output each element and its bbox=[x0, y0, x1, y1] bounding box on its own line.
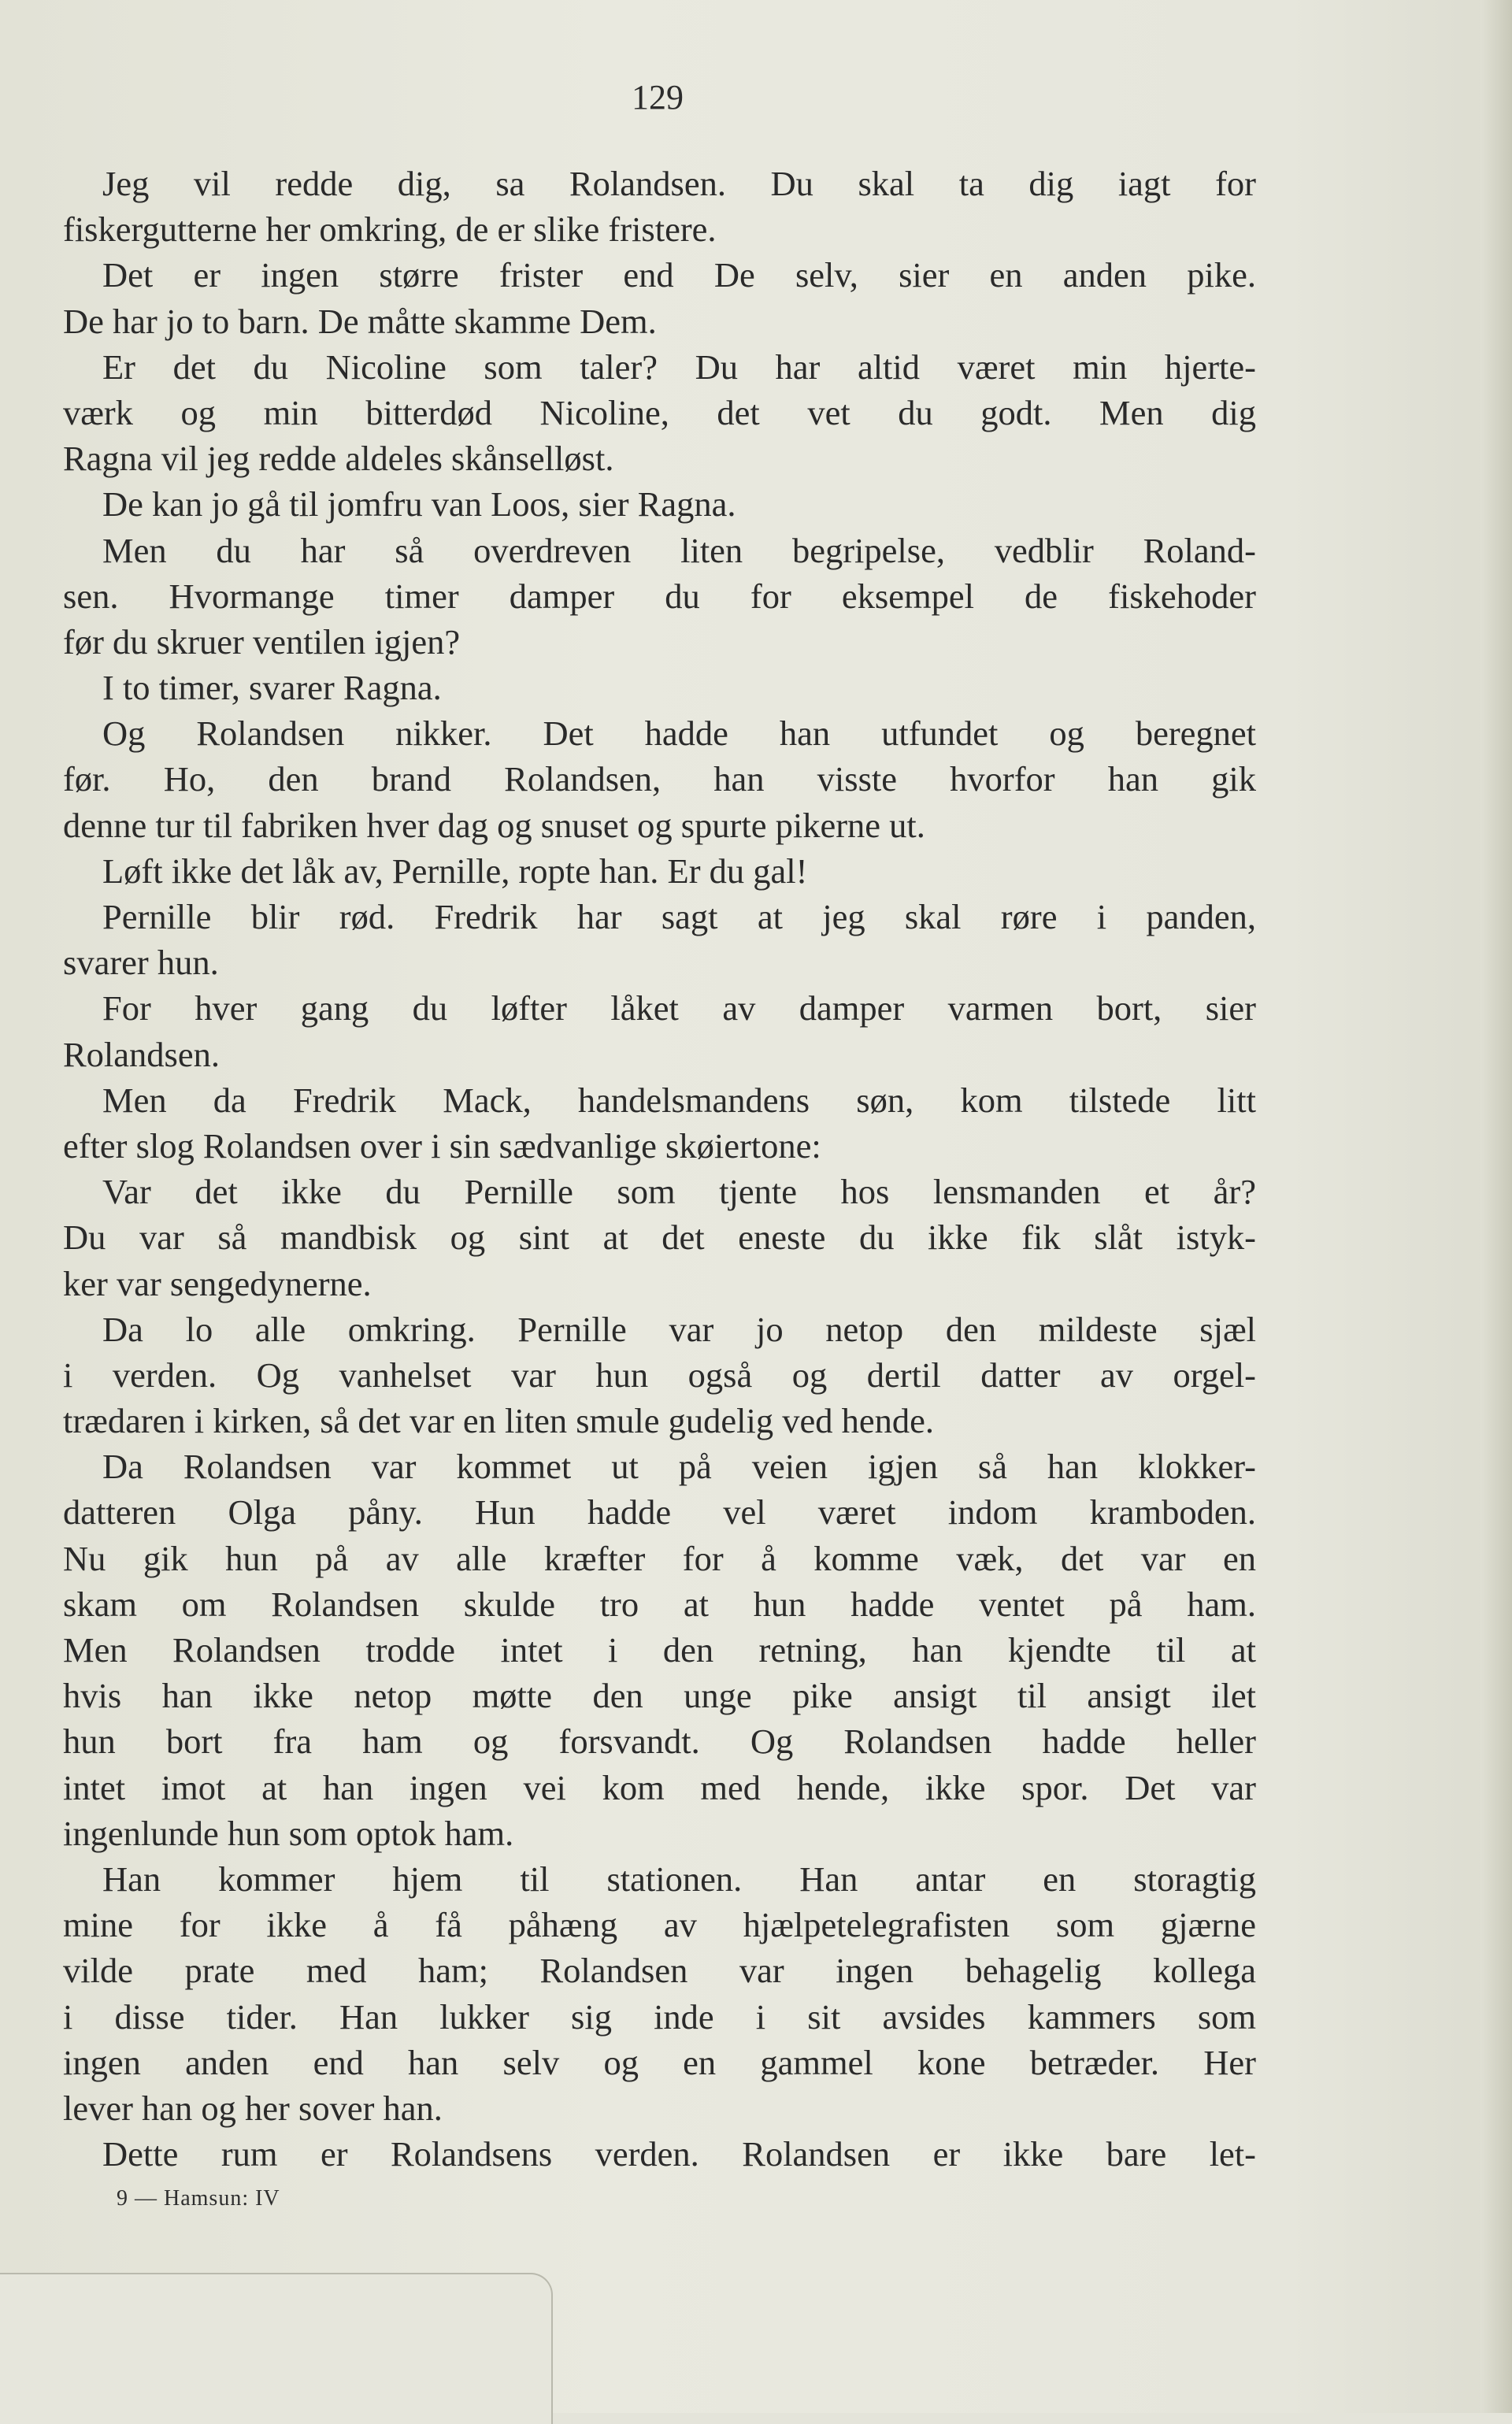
text-line: vilde prate med ham; Rolandsen var ingen behagelig kollega bbox=[63, 1951, 1256, 1991]
text-line: mine for ikke å få påhæng av hjælpetelegrafisten som gjærne bbox=[63, 1905, 1256, 1945]
text-line: sen. Hvormange timer damper du for eksempel de fiskehoder bbox=[63, 576, 1256, 616]
text-line: Men du har så overdreven liten begripelse, vedblir Roland- bbox=[102, 530, 1256, 570]
text-line: Du var så mandbisk og sint at det eneste du ikke fik slåt istyk- bbox=[63, 1218, 1256, 1258]
text-line: ker var sengedynerne. bbox=[63, 1263, 372, 1303]
text-line: datteren Olga påny. Hun hadde vel været indom kramboden. bbox=[63, 1492, 1256, 1533]
text-line: Rolandsen. bbox=[63, 1034, 220, 1074]
text-line: Han kommer hjem til stationen. Han antar en storagtig bbox=[102, 1859, 1256, 1899]
text-line: intet imot at han ingen vei kom med hende, ikke spor. Det var bbox=[63, 1767, 1256, 1807]
text-line: Pernille blir rød. Fredrik har sagt at jeg skal røre i panden, bbox=[102, 897, 1256, 936]
page-edge-shadow bbox=[1480, 0, 1512, 2413]
text-line: i disse tider. Han lukker sig inde i sit avsides kammers som bbox=[63, 1996, 1256, 2037]
text-line: Var det ikke du Pernille som tjente hos lensmanden et år? bbox=[102, 1172, 1256, 1212]
text-line: trædaren i kirken, så det var en liten smule gudelig ved hende. bbox=[63, 1401, 934, 1441]
text-line: Er det du Nicoline som taler? Du har altid været min hjerte- bbox=[102, 347, 1256, 387]
text-line: Løft ikke det låk av, Pernille, ropte han. Er du gal! bbox=[102, 851, 808, 891]
text-line: fiskergutterne her omkring, de er slike fristere. bbox=[63, 209, 717, 250]
text-line: før du skruer ventilen igjen? bbox=[63, 621, 461, 662]
text-line: hun bort fra ham og forsvandt. Og Rolandsen hadde heller bbox=[63, 1722, 1256, 1762]
text-line: svarer hun. bbox=[63, 943, 219, 983]
text-line: De har jo to barn. De måtte skamme Dem. bbox=[63, 301, 657, 341]
text-line: skam om Rolandsen skulde tro at hun hadde ventet på ham. bbox=[63, 1584, 1256, 1624]
text-line: Nu gik hun på av alle kræfter for å komme væk, det var en bbox=[63, 1538, 1256, 1578]
footer-signature: 9 — Hamsun: IV bbox=[117, 2186, 280, 2211]
text-line: værk og min bitterdød Nicoline, det vet du godt. Men dig bbox=[63, 392, 1256, 432]
text-line: Dette rum er Rolandsens verden. Rolandsen er ikke bare let- bbox=[102, 2134, 1256, 2174]
text-line: Ragna vil jeg redde aldeles skånselløst. bbox=[63, 439, 614, 479]
paper-tab-outline bbox=[0, 2273, 553, 2424]
text-line: før. Ho, den brand Rolandsen, han visste hvorfor han gik bbox=[63, 759, 1256, 799]
text-line: Det er ingen større frister end De selv, sier en anden pike. bbox=[102, 255, 1256, 295]
text-line: For hver gang du løfter låket av damper varmen bort, sier bbox=[102, 988, 1256, 1029]
text-line: Men da Fredrik Mack, handelsmandens søn, kom tilstede litt bbox=[102, 1080, 1256, 1120]
text-line: Jeg vil redde dig, sa Rolandsen. Du skal ta dig iagt for bbox=[102, 164, 1256, 203]
text-line: Og Rolandsen nikker. Det hadde han utfundet og beregnet bbox=[102, 713, 1256, 754]
text-line: De kan jo gå til jomfru van Loos, sier Ragna. bbox=[102, 484, 736, 524]
page-number: 129 bbox=[632, 78, 684, 117]
text-line: denne tur til fabriken hver dag og snuset og spurte pikerne ut. bbox=[63, 805, 925, 845]
text-line: ingen anden end han selv og en gammel kone betræder. Her bbox=[63, 2042, 1256, 2082]
text-line: Men Rolandsen trodde intet i den retning, han kjendte til at bbox=[63, 1630, 1256, 1670]
text-line: efter slog Rolandsen over i sin sædvanlige skøiertone: bbox=[63, 1125, 821, 1166]
text-line: hvis han ikke netop møtte den unge pike ansigt til ansigt ilet bbox=[63, 1676, 1256, 1716]
text-line: i verden. Og vanhelset var hun også og dertil datter av orgel- bbox=[63, 1355, 1256, 1395]
text-line: Da Rolandsen var kommet ut på veien igjen så han klokker- bbox=[102, 1447, 1256, 1487]
text-line: I to timer, svarer Ragna. bbox=[102, 668, 442, 708]
text-line: Da lo alle omkring. Pernille var jo netop den mildeste sjæl bbox=[102, 1309, 1256, 1349]
text-line: lever han og her sover han. bbox=[63, 2088, 443, 2128]
body-text bbox=[63, 161, 1256, 2177]
text-line: ingenlunde hun som optok ham. bbox=[63, 1813, 514, 1853]
